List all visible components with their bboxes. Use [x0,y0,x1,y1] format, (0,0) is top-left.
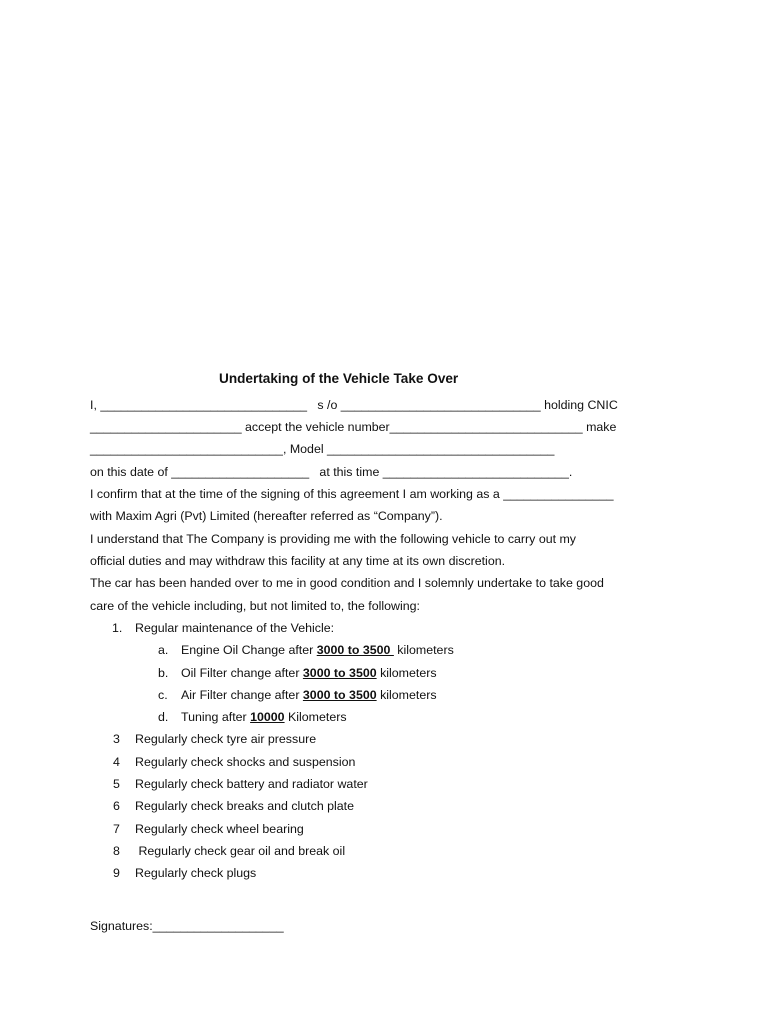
check-item-bearing: Regularly check wheel bearing [135,822,304,836]
interval-value: 3000 to 3500 [302,666,377,680]
check-item-shocks: Regularly check shocks and suspension [135,755,356,769]
check-number: 3 [113,732,120,746]
paragraph-line: official duties and may withdraw this facility at any time at its own discretion. [90,554,506,568]
fill-line-vehicle-number: ______________________ accept the vehicle number____________________________ make [90,420,617,434]
document-title: Undertaking of the Vehicle Take Over [219,371,459,386]
fill-line-date-time: on this date of ____________________ at this time ___________________________. [90,465,573,479]
check-item-tyre: Regularly check tyre air pressure [135,732,317,746]
signature-line: Signatures:___________________ [90,919,284,933]
check-number: 4 [113,755,120,769]
list-item-label: Regular maintenance of the Vehicle: [135,621,335,635]
subitem-letter: c. [158,688,168,702]
paragraph-line: I understand that The Company is providing me with the following vehicle to carry out my [90,532,576,546]
paragraph-line: I confirm that at the time of the signing of this agreement I am working as a ________________ [90,487,614,501]
check-number: 5 [113,777,120,791]
subitem-letter: d. [158,710,169,724]
subitem-tuning: Tuning after 10000 Kilometers [181,710,347,724]
check-number: 8 [113,844,120,858]
paragraph-line: care of the vehicle including, but not limited to, the following: [90,599,420,613]
subitem-letter: a. [158,643,169,657]
check-item-breaks: Regularly check breaks and clutch plate [135,799,355,813]
fill-line-name: I, ______________________________ s /o _____________________________ holding CNIC [90,398,618,412]
subitem-air-filter: Air Filter change after 3000 to 3500 kilometers [181,688,437,702]
subitem-oil-filter: Oil Filter change after 3000 to 3500 kilometers [181,666,437,680]
check-item-battery: Regularly check battery and radiator water [135,777,368,791]
check-item-gear-oil: Regularly check gear oil and break oil [135,844,346,858]
subitem-letter: b. [158,666,169,680]
subitem-engine-oil: Engine Oil Change after 3000 to 3500 kilometers [181,643,454,657]
paragraph-line: The car has been handed over to me in good condition and I solemnly undertake to take good [90,576,604,590]
fill-line-model: ____________________________, Model _________________________________ [90,442,555,456]
list-item-number: 1. [112,621,123,635]
interval-value: 10000 [250,710,285,724]
check-number: 6 [113,799,120,813]
interval-value: 3000 to 3500 [316,643,394,657]
check-number: 9 [113,866,120,880]
check-number: 7 [113,822,120,836]
check-item-plugs: Regularly check plugs [135,866,257,880]
interval-value: 3000 to 3500 [302,688,377,702]
paragraph-line: with Maxim Agri (Pvt) Limited (hereafter referred as “Company”). [90,509,443,523]
